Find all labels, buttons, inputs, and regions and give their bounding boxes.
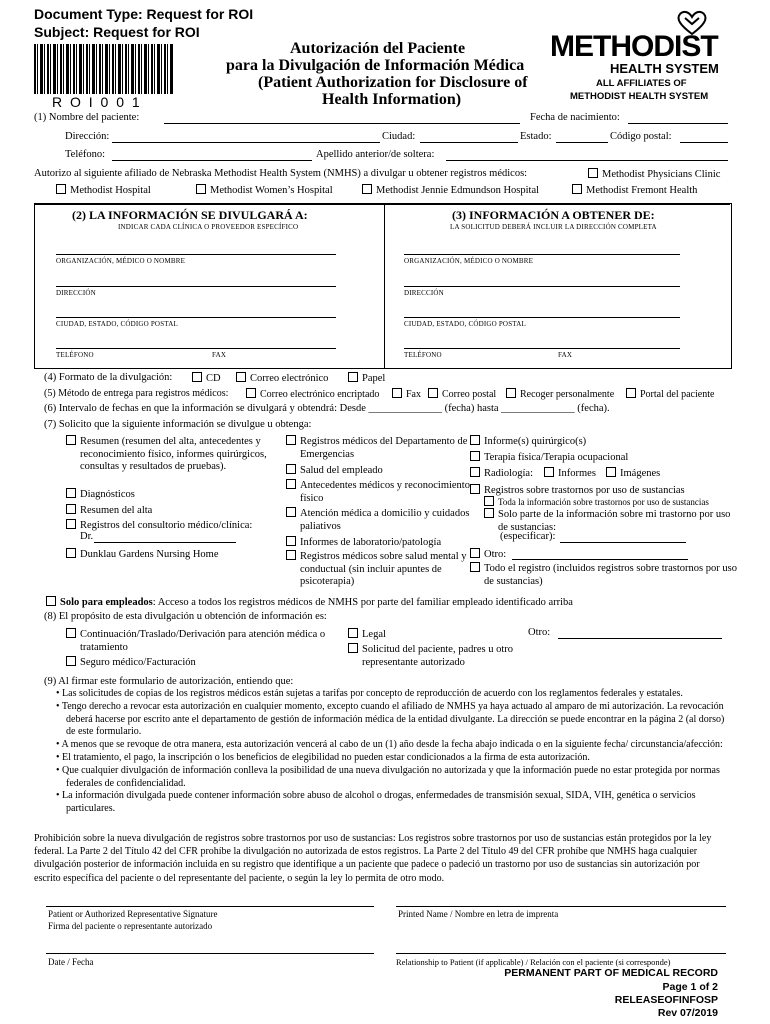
- patient-name-field[interactable]: [164, 123, 520, 124]
- patient-name-label: (1) Nombre del paciente:: [34, 112, 140, 123]
- checkbox-medical-history[interactable]: Antecedentes médicos y reconocimiento físico: [286, 479, 470, 505]
- document-subject: Subject: Request for ROI: [34, 24, 200, 40]
- title-line3: (Patient Authorization for Disclosure of: [258, 74, 528, 91]
- checkbox-physicians-clinic[interactable]: Methodist Physicians Clinic: [588, 168, 720, 180]
- prohibition-paragraph: Prohibición sobre la nueva divulgación de registros sobre trastornos por uso de sustancias: Los registros sobre trastornos por uso de sustancias están protegidos por la ley federal. La Parte 2 del Título 42 del CFR prohíbe la divulgación no autorizada de estos registros. La Parte 2 del Título 49 del CFR prohíbe que NMHS haga cualquier divulgación posterior de información incluida en su registro que identifique a un paciente que padece o padeció un trastorno por uso de sustancias sin autorización por escrito específica del paciente o del representante del paciente, o según la ley lo permita de otro modo.: [34, 833, 712, 884]
- checkbox-home-care[interactable]: Atención médica a domicilio y cuidados paliativos: [286, 507, 470, 533]
- state-label: Estado:: [520, 131, 552, 142]
- checkbox-fax[interactable]: Fax: [392, 388, 421, 400]
- checkbox-methodist-hospital[interactable]: Methodist Hospital: [56, 184, 151, 196]
- checkbox-physical-therapy[interactable]: Terapia física/Terapia ocupacional: [470, 451, 628, 463]
- checkbox-summary[interactable]: Resumen (resumen del alta, antecedentes y reconocimiento físico, informes quirúrgicos, consultas y resultados de pruebas).: [66, 435, 288, 474]
- barcode: [34, 44, 174, 94]
- format-label: (4) Formato de la divulgación:: [44, 372, 173, 383]
- checkbox-diagnostics[interactable]: Diagnósticos: [66, 488, 135, 500]
- understand-label: (9) Al firmar este formulario de autorización, entiendo que:: [44, 676, 294, 687]
- footer-revision: Rev 07/2019: [657, 1007, 718, 1019]
- checkbox-employee-health[interactable]: Salud del empleado: [286, 464, 383, 476]
- date-field[interactable]: [46, 953, 374, 954]
- checkbox-patient-request[interactable]: Solicitud del paciente, padres u otro representante autorizado: [348, 643, 532, 669]
- zip-label: Código postal:: [610, 131, 672, 142]
- checkbox-womens-hospital[interactable]: Methodist Women’s Hospital: [196, 184, 333, 196]
- specify-label: (especificar):: [500, 531, 556, 542]
- address-label: Dirección:: [65, 131, 110, 142]
- section3-title: (3) INFORMACIÓN A OBTENER DE:: [452, 208, 655, 222]
- from-fax-label: FAX: [558, 351, 573, 359]
- checkbox-jennie-edmundson[interactable]: Methodist Jennie Edmundson Hospital: [362, 184, 539, 196]
- checkbox-mental-health[interactable]: Registros médicos sobre salud mental y conductual (sin incluir apuntes de psicoterapia): [286, 550, 470, 589]
- to-city-label: CIUDAD, ESTADO, CÓDIGO POSTAL: [56, 320, 178, 328]
- from-address-field[interactable]: [404, 286, 680, 287]
- from-city-label: CIUDAD, ESTADO, CÓDIGO POSTAL: [404, 320, 526, 328]
- from-org-field[interactable]: [404, 254, 680, 255]
- checkbox-radiology[interactable]: Radiología:: [470, 467, 533, 479]
- checkbox-lab-reports[interactable]: Informes de laboratorio/patología: [286, 536, 441, 548]
- maiden-name-field[interactable]: [446, 160, 728, 161]
- from-phone-label: TELÉFONO: [404, 351, 442, 359]
- dr-field[interactable]: [94, 542, 236, 543]
- checkbox-fremont-health[interactable]: Methodist Fremont Health: [572, 184, 697, 196]
- info-requested-label: (7) Solicito que la siguiente información se divulgue u obtenga:: [44, 419, 312, 430]
- phone-label: Teléfono:: [65, 149, 106, 160]
- footer-code: RELEASEOFINFOSP: [614, 994, 718, 1006]
- to-org-field[interactable]: [56, 254, 336, 255]
- dob-field[interactable]: [628, 123, 728, 124]
- checkbox-discharge-summary[interactable]: Resumen del alta: [66, 504, 152, 516]
- to-phone-label: TELÉFONO: [56, 351, 94, 359]
- authorize-text: Autorizo al siguiente afiliado de Nebraska Methodist Health System (NMHS) a divulgar u obtener registros médicos:: [34, 168, 528, 179]
- city-field[interactable]: [420, 142, 518, 143]
- footer-page: Page 1 of 2: [662, 981, 718, 993]
- zip-field[interactable]: [680, 142, 728, 143]
- section2-subtitle: INDICAR CADA CLÍNICA O PROVEEDOR ESPECÍFICO: [118, 223, 299, 231]
- understand-list: [56, 688, 728, 816]
- to-org-label: ORGANIZACIÓN, MÉDICO O NOMBRE: [56, 257, 186, 265]
- purpose-other-field[interactable]: [558, 638, 722, 639]
- understand-item-3: • A menos que se revoque de otra manera, esta autorización vencerá al cabo de un (1) año desde la fecha abajo indicada o en la siguiente fecha/ circunstancia/afección:: [56, 739, 723, 751]
- signature-label-en: Patient or Authorized Representative Signature: [48, 909, 218, 919]
- box-divider: [384, 203, 385, 369]
- checkbox-portal[interactable]: Portal del paciente: [626, 388, 714, 400]
- phone-field[interactable]: [112, 160, 312, 161]
- checkbox-radiology-images[interactable]: Imágenes: [606, 467, 660, 479]
- dr-label: Dr.: [80, 531, 94, 542]
- checkbox-dunklau[interactable]: Dunklau Gardens Nursing Home: [66, 548, 219, 560]
- checkbox-part-substance-info[interactable]: Solo parte de la información sobre mi trastorno por uso de sustancias:: [484, 508, 742, 534]
- to-address-label: DIRECCIÓN: [56, 289, 96, 297]
- checkbox-er-records[interactable]: Registros médicos del Departamento de Emergencias: [286, 435, 470, 461]
- signature-field[interactable]: [46, 906, 374, 907]
- checkbox-employees-only[interactable]: Solo para empleados: Acceso a todos los registros médicos de NMHS por parte del familiar empleado identificado arriba: [46, 596, 573, 608]
- dob-label: Fecha de nacimiento:: [530, 112, 620, 123]
- checkbox-paper[interactable]: Papel: [348, 372, 385, 384]
- date-range-text: (6) Intervalo de fechas en que la información se divulgará y obtendrá: Desde ______________ (fecha) hasta ______________ (fecha).: [44, 403, 610, 414]
- checkbox-insurance[interactable]: Seguro médico/Facturación: [66, 656, 196, 668]
- to-address-field[interactable]: [56, 286, 336, 287]
- printed-name-field[interactable]: [396, 906, 726, 907]
- checkbox-all-substance-info[interactable]: Toda la información sobre trastornos por uso de sustancias: [484, 496, 709, 507]
- checkbox-legal[interactable]: Legal: [348, 628, 386, 640]
- logo-health-system: HEALTH SYSTEM: [610, 61, 719, 76]
- affiliates-line1: ALL AFFILIATES OF: [596, 78, 687, 89]
- checkbox-entire-record[interactable]: Todo el registro (incluidos registros sobre trastornos por uso de sustancias): [470, 562, 740, 588]
- printed-name-label: Printed Name / Nombre en letra de imprenta: [398, 909, 559, 919]
- address-field[interactable]: [112, 142, 380, 143]
- to-phone-field[interactable]: [56, 348, 336, 349]
- checkbox-continuation[interactable]: Continuación/Traslado/Derivación para atención médica o tratamiento: [66, 628, 330, 654]
- purpose-other-label: Otro:: [528, 627, 551, 638]
- other-info-field[interactable]: [512, 559, 688, 560]
- title-line4: Health Information): [322, 91, 462, 108]
- state-field[interactable]: [556, 142, 608, 143]
- footer-permanent: PERMANENT PART OF MEDICAL RECORD: [504, 967, 718, 979]
- relationship-field[interactable]: [396, 953, 726, 954]
- understand-item-1: • Las solicitudes de copias de los registros médicos están sujetas a tarifas por concepto de reproducción de acuerdo con los reglamentos federales y estatales.: [56, 688, 683, 699]
- checkbox-mail[interactable]: Correo postal: [428, 388, 496, 400]
- checkbox-other-info[interactable]: Otro:: [470, 548, 506, 560]
- purpose-label: (8) El propósito de esta divulgación u obtención de información es:: [44, 611, 327, 622]
- title-line2: para la Divulgación de Información Médica: [226, 57, 525, 74]
- understand-item-5: • Que cualquier divulgación de información conlleva la posibilidad de una nueva divulgación no autorizada y que la información puede no estar protegida por normas federales de confidencialidad.: [56, 764, 720, 789]
- barcode-text: R O I 0 0 1: [52, 94, 142, 110]
- to-city-field[interactable]: [56, 317, 336, 318]
- delivery-label: (5) Método de entrega para registros médicos:: [44, 388, 229, 399]
- understand-item-4: • El tratamiento, el pago, la inscripción o los beneficios de elegibilidad no pueden estar condicionados a la firma de esta autorización.: [56, 751, 590, 763]
- checkbox-radiology-reports[interactable]: Informes: [544, 467, 596, 479]
- section2-title: (2) LA INFORMACIÓN SE DIVULGARÁ A:: [72, 208, 308, 222]
- from-org-label: ORGANIZACIÓN, MÉDICO O NOMBRE: [404, 257, 534, 265]
- checkbox-cd[interactable]: CD: [192, 372, 221, 384]
- section3-subtitle: LA SOLICITUD DEBERÁ INCLUIR LA DIRECCIÓN COMPLETA: [450, 223, 657, 231]
- checkbox-pickup[interactable]: Recoger personalmente: [506, 388, 614, 400]
- checkbox-email[interactable]: Correo electrónico: [236, 372, 328, 384]
- relationship-label: Relationship to Patient (if applicable) / Relación con el paciente (si corresponde): [396, 957, 671, 967]
- understand-item-6: • La información divulgada puede contener información sobre abuso de alcohol o drogas, enfermedades de transmisión sexual, SIDA, VIH, genética o servicios particulares.: [56, 790, 696, 815]
- to-fax-label: FAX: [212, 351, 227, 359]
- specify-field[interactable]: [560, 542, 686, 543]
- from-address-label: DIRECCIÓN: [404, 289, 444, 297]
- affiliates-line2: METHODIST HEALTH SYSTEM: [570, 91, 709, 102]
- checkbox-substance-records[interactable]: Registros sobre trastornos por uso de sustancias: [470, 484, 685, 496]
- understand-item-2: • Tengo derecho a revocar esta autorización en cualquier momento, excepto cuando el afiliado de NMHS ya haya actuado al amparo de mi autorización. La revocación deberá hacerse por escrito ante el departamento de gestión de información médica de la entidad divulgante. La dirección se puede encontrar en la página 2 (al dorso) de este formulario.: [56, 700, 725, 738]
- checkbox-surgical-reports[interactable]: Informe(s) quirúrgico(s): [470, 435, 586, 447]
- city-label: Ciudad:: [382, 131, 416, 142]
- date-label: Date / Fecha: [48, 957, 94, 967]
- checkbox-encrypted-email[interactable]: Correo electrónico encriptado: [246, 388, 379, 400]
- from-phone-field[interactable]: [404, 348, 680, 349]
- logo-methodist: METHODIST: [550, 30, 718, 63]
- from-city-field[interactable]: [404, 317, 680, 318]
- title-line1: Autorización del Paciente: [290, 40, 466, 57]
- checkbox-clinic-records[interactable]: Registros del consultorio médico/clínica:: [66, 519, 252, 531]
- document-type: Document Type: Request for ROI: [34, 6, 254, 22]
- signature-label-es: Firma del paciente o representante autorizado: [48, 921, 213, 931]
- maiden-name-label: Apellido anterior/de soltera:: [316, 149, 435, 160]
